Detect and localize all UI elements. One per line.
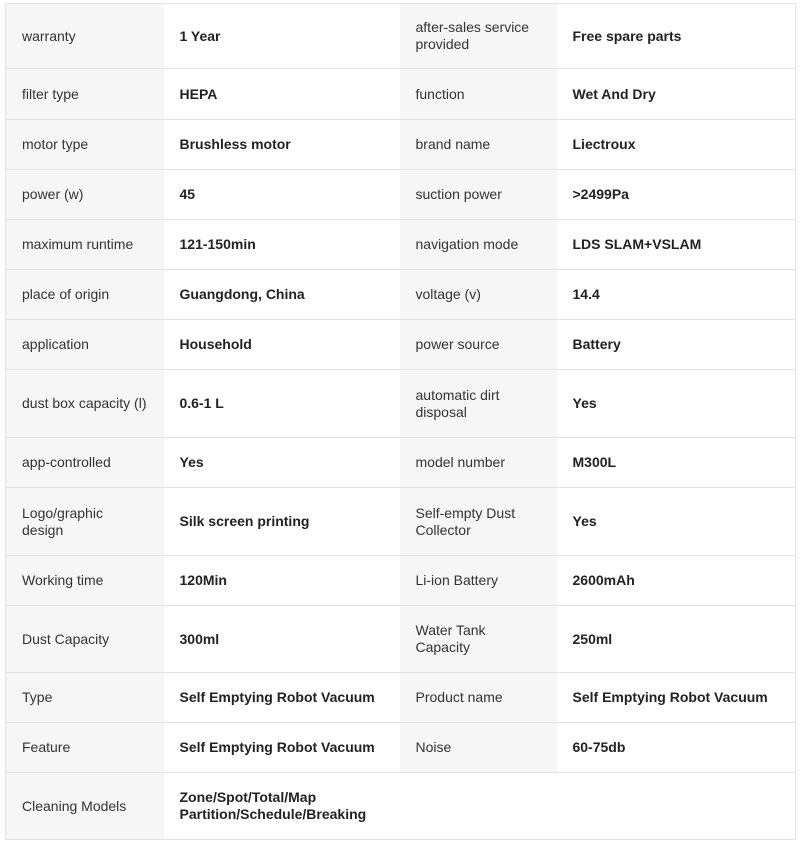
spec-value: Yes	[557, 370, 796, 438]
spec-value: 250ml	[557, 606, 796, 673]
spec-value: Self Emptying Robot Vacuum	[164, 673, 400, 723]
spec-value: 121-150min	[164, 220, 400, 270]
spec-key: Logo/graphic design	[6, 488, 164, 556]
spec-row	[6, 320, 796, 370]
spec-key: brand name	[400, 120, 557, 170]
spec-key: place of origin	[6, 270, 164, 320]
spec-key: dust box capacity (l)	[6, 370, 164, 438]
spec-empty-cell	[557, 773, 796, 840]
spec-key: function	[400, 69, 557, 120]
spec-key: model number	[400, 438, 557, 488]
spec-key: Product name	[400, 673, 557, 723]
spec-value: Yes	[557, 488, 796, 556]
spec-value: M300L	[557, 438, 796, 488]
spec-value: Guangdong, China	[164, 270, 400, 320]
spec-table	[5, 3, 796, 840]
spec-key: suction power	[400, 170, 557, 220]
spec-key: Dust Capacity	[6, 606, 164, 673]
spec-value: HEPA	[164, 69, 400, 120]
spec-value: LDS SLAM+VSLAM	[557, 220, 796, 270]
spec-key: after-sales service provided	[400, 4, 557, 69]
spec-key: warranty	[6, 4, 164, 69]
spec-row	[6, 723, 796, 773]
spec-value: Free spare parts	[557, 4, 796, 69]
spec-empty-cell	[400, 773, 557, 840]
spec-key: app-controlled	[6, 438, 164, 488]
spec-row	[6, 773, 796, 840]
spec-value: 1 Year	[164, 4, 400, 69]
spec-value: 120Min	[164, 556, 400, 606]
spec-key: power (w)	[6, 170, 164, 220]
spec-value: 300ml	[164, 606, 400, 673]
spec-row	[6, 4, 796, 69]
spec-key: navigation mode	[400, 220, 557, 270]
spec-key: Cleaning Models	[6, 773, 164, 840]
spec-key: Water Tank Capacity	[400, 606, 557, 673]
spec-row	[6, 556, 796, 606]
spec-value: Zone/Spot/Total/Map Partition/Schedule/Breaking	[164, 773, 400, 840]
spec-key: Feature	[6, 723, 164, 773]
spec-row	[6, 438, 796, 488]
spec-key: Self-empty Dust Collector	[400, 488, 557, 556]
spec-row	[6, 370, 796, 438]
spec-value: Self Emptying Robot Vacuum	[164, 723, 400, 773]
spec-row	[6, 270, 796, 320]
spec-key: Noise	[400, 723, 557, 773]
spec-row	[6, 120, 796, 170]
spec-row	[6, 488, 796, 556]
spec-row	[6, 673, 796, 723]
spec-row	[6, 69, 796, 120]
spec-value: 14.4	[557, 270, 796, 320]
spec-key: filter type	[6, 69, 164, 120]
spec-key: voltage (v)	[400, 270, 557, 320]
spec-key: maximum runtime	[6, 220, 164, 270]
spec-key: automatic dirt disposal	[400, 370, 557, 438]
spec-key: power source	[400, 320, 557, 370]
spec-key: Li-ion Battery	[400, 556, 557, 606]
spec-value: Silk screen printing	[164, 488, 400, 556]
spec-row	[6, 170, 796, 220]
spec-key: application	[6, 320, 164, 370]
spec-row	[6, 220, 796, 270]
spec-value: Brushless motor	[164, 120, 400, 170]
spec-value: 0.6-1 L	[164, 370, 400, 438]
spec-value: Battery	[557, 320, 796, 370]
spec-value: 45	[164, 170, 400, 220]
spec-value: Household	[164, 320, 400, 370]
spec-key: Type	[6, 673, 164, 723]
spec-value: 60-75db	[557, 723, 796, 773]
spec-value: Liectroux	[557, 120, 796, 170]
spec-key: motor type	[6, 120, 164, 170]
spec-value: Self Emptying Robot Vacuum	[557, 673, 796, 723]
spec-value: 2600mAh	[557, 556, 796, 606]
spec-value: Yes	[164, 438, 400, 488]
spec-value: >2499Pa	[557, 170, 796, 220]
spec-key: Working time	[6, 556, 164, 606]
spec-row	[6, 606, 796, 673]
spec-value: Wet And Dry	[557, 69, 796, 120]
